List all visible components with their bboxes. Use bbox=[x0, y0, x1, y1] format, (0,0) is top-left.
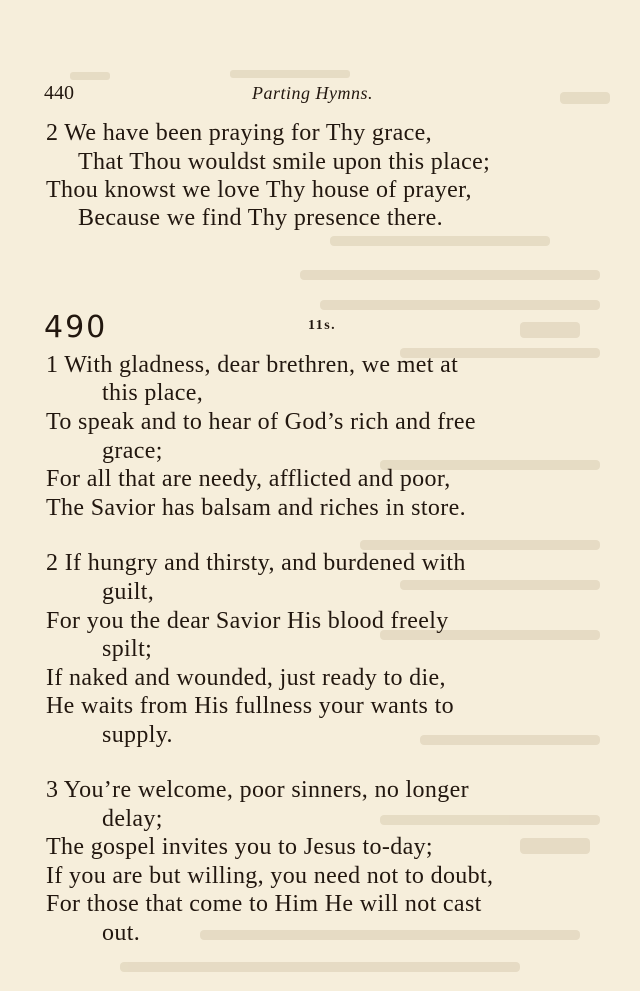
stanza-1-line: The Savior has balsam and riches in store. bbox=[46, 495, 466, 521]
stanza-3-line: For those that come to Him He will not cast bbox=[46, 891, 482, 917]
stanza-1-line: For all that are needy, afflicted and poor, bbox=[46, 466, 451, 492]
stanza-3-line: The gospel invites you to Jesus to-day; bbox=[46, 834, 433, 860]
stanza-3-line: 3 You’re welcome, poor sinners, no longer bbox=[46, 777, 469, 803]
stanza-2-line: If naked and wounded, just ready to die, bbox=[46, 665, 446, 691]
stanza-2-line: For you the dear Savior His blood freely bbox=[46, 608, 449, 634]
prev-hymn-line: 2 We have been praying for Thy grace, bbox=[46, 120, 432, 146]
page-number: 440 bbox=[44, 82, 74, 104]
meter-label: 11s. bbox=[308, 318, 337, 333]
stanza-2-line: supply. bbox=[102, 722, 173, 748]
hymn-number: 490 bbox=[44, 310, 108, 345]
stanza-3-line: out. bbox=[102, 920, 141, 946]
stanza-1-line: To speak and to hear of God’s rich and free bbox=[46, 409, 476, 435]
stanza-2-line: spilt; bbox=[102, 636, 153, 662]
prev-hymn-line: Because we find Thy presence there. bbox=[78, 205, 443, 231]
prev-hymn-line: That Thou wouldst smile upon this place; bbox=[78, 149, 491, 175]
running-head: Parting Hymns. bbox=[252, 83, 373, 103]
stanza-1-line: grace; bbox=[102, 438, 163, 464]
page-header bbox=[44, 82, 604, 108]
stanza-3-line: delay; bbox=[102, 806, 163, 832]
stanza-3-line: If you are but willing, you need not to doubt, bbox=[46, 863, 494, 889]
stanza-2-line: guilt, bbox=[102, 579, 155, 605]
stanza-1-line: this place, bbox=[102, 380, 204, 406]
stanza-2-line: He waits from His fullness your wants to bbox=[46, 693, 454, 719]
stanza-1-line: 1 With gladness, dear brethren, we met at bbox=[46, 352, 459, 378]
prev-hymn-line: Thou knowst we love Thy house of prayer, bbox=[46, 177, 472, 203]
stanza-2-line: 2 If hungry and thirsty, and burdened with bbox=[46, 550, 466, 576]
